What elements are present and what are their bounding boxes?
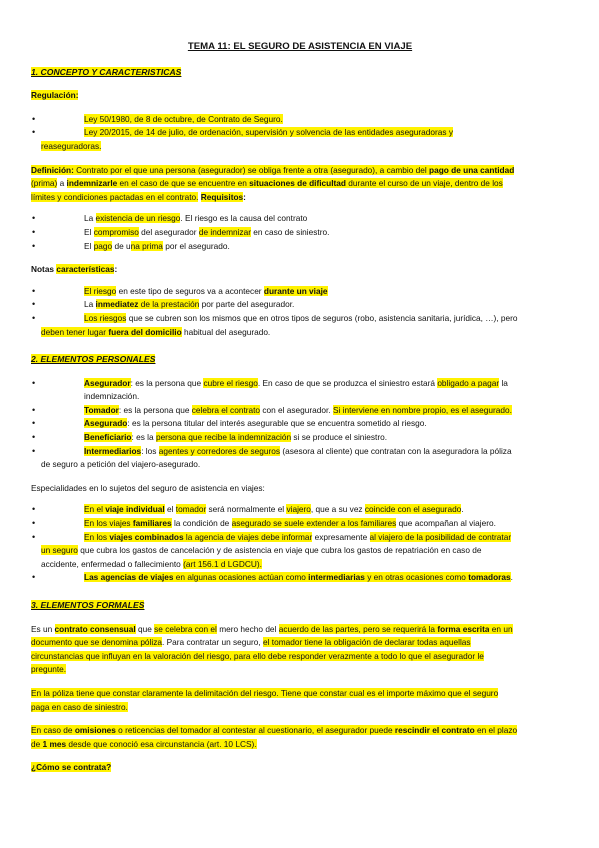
list-item: • En los viajes combinados la agencia de viajes debe informar expresamente al viajero de la posibilidad de contratar [31,531,569,545]
notas-label: Notas características: [31,264,118,275]
especialidades-intro: Especialidades en lo sujetos del seguro de asistencia en viajes: [31,482,265,493]
definicion-paragraph-line: límites y condiciones pactadas en el contrato. Requisitos: [31,191,246,202]
formales-paragraph-2: En la póliza tiene que constar claramente la delimitación del riesgo. Tiene que constar cual es el importe máximo que el seguro [31,687,499,698]
formales-paragraph-3-line: de 1 mes desde que conoció esa circunstancia (art. 10 LCS). [31,738,257,749]
personales-list [31,377,569,391]
especialidades-list [31,571,569,585]
list-item: • Los riesgos que se cubren son los mismos que en otros tipos de seguros (robo, asistencia sanitaria, jurídica, …), pero [31,312,569,326]
formales-paragraph-1: Es un contrato consensual que se celebra con el mero hecho del acuerdo de las partes, pero se requerirá la forma escrita en un [31,623,513,634]
list-item: • El riesgo en este tipo de seguros va a acontecer durante un viaje [31,285,569,299]
list-item: • La inmediatez de la prestación por parte del asegurador. [31,298,569,312]
definicion-paragraph-line: (prima) a indemnizarle en el caso de que se encuentre en situaciones de dificultad durante el curso de un viaje, dentro de los [31,178,503,189]
list-item: • Asegurador: es la persona que cubre el riesgo. En caso de que se produzca el siniestro estará obligado a pagar la [31,377,569,391]
list-item: • En los viajes familiares la condición de asegurado se suele extender a los familiares que acompañan al viajero. [31,517,569,531]
personales-list [31,404,569,458]
requisitos-list [31,212,569,253]
formales-paragraph-1-line: documento que se denomina póliza. Para contratar un seguro, el tomador tiene la obligación de declarar todas aquellas [31,637,471,648]
formales-paragraph-1-line: circunstancias que influyan en la valoración del riesgo, para ello debe responder verazmente a todo lo que el asegurador le [31,650,484,661]
list-item: • Beneficiario: es la persona que recibe la indemnización si se produce el siniestro. [31,431,569,445]
list-item-continuation: deben tener lugar fuera del domicilio habitual del asegurado. [41,326,271,337]
formales-paragraph-1-line: pregunte. [31,664,67,675]
list-item-continuation: indemnización. [84,391,140,402]
regulacion-list [31,113,569,140]
list-item-continuation: de seguro a petición del viajero-asegurado. [41,459,201,470]
list-item: • En el viaje individual el tomador será normalmente el viajero, que a su vez coincide con el asegurado. [31,503,569,517]
regulacion-label: Regulación: [31,90,79,101]
definicion-paragraph: Definición: Contrato por el que una persona (asegurador) se obliga frente a otra (asegurado), a cambio del pago de una cantidad [31,164,515,175]
list-item-continuation: un seguro que cubra los gastos de cancelación y de asistencia en viaje que cubra los gastos de repatriación en caso de [41,545,482,556]
especialidades-list [31,503,569,544]
list-item: • Las agencias de viajes en algunas ocasiones actúan como intermediarias y en otras ocasiones como tomadoras. [31,571,569,585]
list-item: • La existencia de un riesgo. El riesgo es la causa del contrato [31,212,569,226]
list-item: • Ley 50/1980, de 8 de octubre, de Contrato de Seguro. [31,113,569,127]
list-item: • Intermediarios: los agentes y corredores de seguros (asesora al cliente) que contratan con la aseguradora la póliza [31,445,569,459]
list-item-continuation: accidente, enfermedad o fallecimiento (art 156.1 d LGDCU). [41,558,262,569]
list-item: • Ley 20/2015, de 14 de julio, de ordenación, supervisión y solvencia de las entidades aseguradoras y [31,126,569,140]
list-item: • El pago de una prima por el asegurado. [31,240,569,254]
list-item-continuation: reaseguradoras. [41,140,102,151]
list-item: • El compromiso del asegurador de indemnizar en caso de siniestro. [31,226,569,240]
notas-list [31,285,569,326]
document-title: TEMA 11: EL SEGURO DE ASISTENCIA EN VIAJE [187,41,413,52]
section-heading-formales: 3. ELEMENTOS FORMALES [31,600,145,610]
section-heading-concepto: 1. CONCEPTO Y CARACTERISTICAS [31,66,182,77]
formales-paragraph-2-line: paga en caso de siniestro. [31,701,128,712]
list-item: • Asegurado: es la persona titular del interés asegurable que se encuentra sometido al riesgo. [31,417,569,431]
section-heading-personales: 2. ELEMENTOS PERSONALES [31,354,156,365]
document-page [31,40,569,775]
formales-paragraph-3: En caso de omisiones o reticencias del tomador al contestar al cuestionario, el asegurador puede rescindir el contrato en el plazo [31,725,518,736]
como-se-contrata-heading: ¿Cómo se contrata? [31,762,112,773]
list-item: • Tomador: es la persona que celebra el contrato con el asegurador. Si interviene en nombre propio, es el asegurado. [31,404,569,418]
